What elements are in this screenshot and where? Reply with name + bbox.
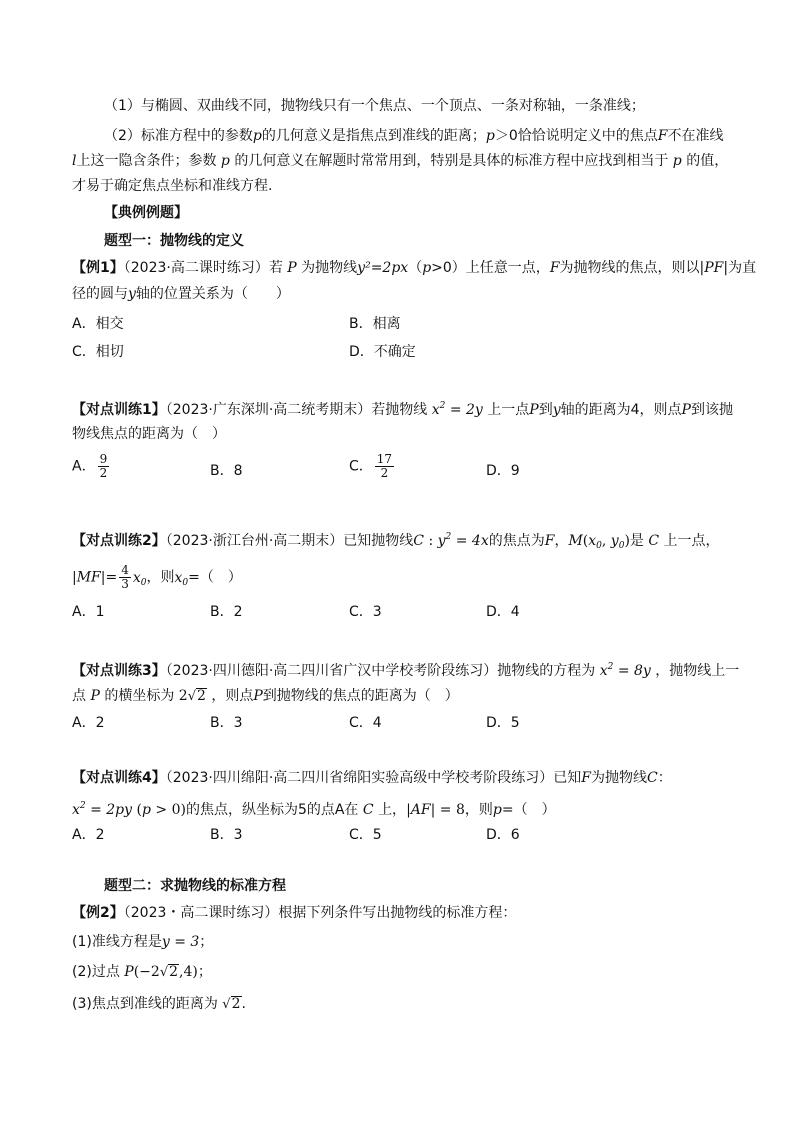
- training-1-option-b: B．8: [210, 463, 243, 479]
- note-4: 才易于确定焦点坐标和准线方程.: [72, 178, 273, 194]
- training-1-option-d: D．9: [486, 463, 520, 479]
- training-1-option-a: A． $\frac{9}{2}$: [72, 452, 108, 480]
- example-1-line1: 【例1】（2023·高二课时练习）若 P 为抛物线y²=2px（p>0）上任意一点，F为抛物线的焦点，则以|PF|为直: [72, 260, 757, 276]
- note-3: l上这一隐含条件；参数 p 的几何意义在解题时常常用到，特别是具体的标准方程中应找到相当于 p 的值，: [72, 153, 729, 169]
- training-3-option-d: D．5: [486, 715, 520, 731]
- section-title: 【典例例题】: [104, 205, 188, 221]
- type1-title: 题型一：抛物线的定义: [104, 233, 244, 249]
- example-2-item-3: (3)焦点到准线的距离为 √2.: [72, 996, 246, 1012]
- training-1-line2: 物线焦点的距离为（ ）: [72, 426, 226, 442]
- note-1: （1）与椭圆、双曲线不同，抛物线只有一个焦点、一个顶点、一条对称轴，一条准线；: [104, 98, 645, 114]
- training-2-line1: 【对点训练2】（2023·浙江台州·高二期末）已知抛物线C : $y^2 = 4x$的焦点为F，$M(x_0$, $y_0$)是 C 上一点，: [72, 532, 720, 551]
- example-1-line2: 径的圆与y轴的位置关系为（ ）: [72, 286, 290, 302]
- training-4-line2: $x^2 = 2py$ (p > 0)的焦点，纵坐标为5的点A在 C 上，|AF| = 8，则p=（ ）: [72, 801, 556, 818]
- example-2-item-1: (1)准线方程是y = 3；: [72, 934, 214, 950]
- example-1-option-c: C．相切: [72, 344, 124, 360]
- example-1-option-b: B．相离: [349, 316, 401, 332]
- example-1-option-d: D．不确定: [349, 344, 416, 360]
- training-4-option-b: B．3: [210, 827, 243, 843]
- type2-title: 题型二：求抛物线的标准方程: [104, 878, 286, 894]
- training-3-line1: 【对点训练3】（2023·四川德阳·高二四川省广汉中学校考阶段练习）抛物线的方程为 $x^2 = 8y$ ，抛物线上一: [72, 662, 740, 679]
- example-2-line1: 【例2】（2023・高二课时练习）根据下列条件写出抛物线的标准方程：: [72, 905, 517, 921]
- training-3-line2: 点 P 的横坐标为 2√2 ，则点P到抛物线的焦点的距离为（ ）: [72, 688, 459, 704]
- training-2-option-d: D．4: [486, 604, 520, 620]
- training-4-option-d: D．6: [486, 827, 520, 843]
- training-1-line1: 【对点训练1】（2023·广东深圳·高二统考期末）若抛物线 $x^2 = 2y$ 上一点P到y轴的距离为4，则点P到该抛: [72, 401, 733, 418]
- training-2-option-a: A．1: [72, 604, 105, 620]
- note-2: （2）标准方程中的参数p的几何意义是指焦点到准线的距离；p＞0恰恰说明定义中的焦点F不在准线: [104, 128, 724, 144]
- example-2-item-2: (2)过点 P(−2√2,4)；: [72, 964, 212, 980]
- training-4-option-c: C．5: [349, 827, 382, 843]
- training-1-option-c: C． $\frac{17}{2}$: [349, 452, 393, 480]
- training-3-option-c: C．4: [349, 715, 382, 731]
- training-2-option-b: B．2: [210, 604, 243, 620]
- training-2-option-c: C．3: [349, 604, 382, 620]
- training-3-option-b: B．3: [210, 715, 243, 731]
- training-2-line2: |MF|= $\frac{4}{3}$ $x_0$，则$x_0=$（ ）: [72, 563, 242, 591]
- training-3-option-a: A．2: [72, 715, 105, 731]
- example-1-option-a: A．相交: [72, 316, 124, 332]
- training-4-option-a: A．2: [72, 827, 105, 843]
- training-4-line1: 【对点训练4】（2023·四川绵阳·高二四川省绵阳实验高级中学校考阶段练习）已知F为抛物线C：: [72, 770, 672, 786]
